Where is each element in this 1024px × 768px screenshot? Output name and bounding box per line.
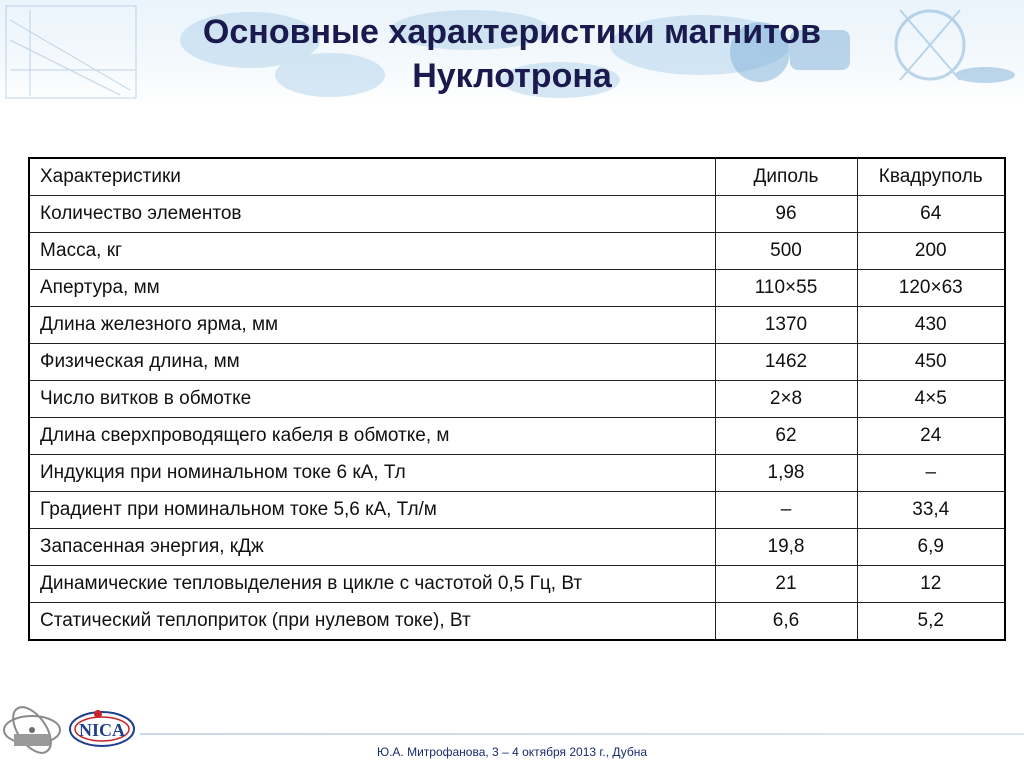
dipole-value-cell: 19,8	[715, 529, 857, 566]
footer-credit: Ю.А. Митрофанова, 3 – 4 октября 2013 г., Дубна	[376, 745, 648, 759]
characteristic-cell: Запасенная энергия, кДж	[29, 529, 715, 566]
characteristic-cell: Апертура, мм	[29, 270, 715, 307]
quadrupole-value-cell: 450	[857, 344, 1005, 381]
footer-divider	[140, 733, 1024, 735]
slide-title	[0, 10, 1024, 98]
characteristic-cell: Динамические тепловыделения в цикле с частотой 0,5 Гц, Вт	[29, 566, 715, 603]
quadrupole-value-cell: 64	[857, 196, 1005, 233]
table-row	[29, 270, 1005, 307]
nica-logo-text: NICA	[78, 720, 126, 740]
slide-title-line-2: Нуклотрона	[412, 57, 612, 95]
table-row	[29, 233, 1005, 270]
dipole-value-cell: 1462	[715, 344, 857, 381]
dipole-value-cell: 1370	[715, 307, 857, 344]
slide-title-line-1: Основные характеристики магнитов	[202, 13, 822, 51]
header-cell: Характеристики	[29, 158, 715, 196]
dipole-value-cell: 110×55	[715, 270, 857, 307]
dipole-value-cell: 2×8	[715, 381, 857, 418]
quadrupole-value-cell: –	[857, 455, 1005, 492]
dipole-value-cell: 500	[715, 233, 857, 270]
table-row	[29, 418, 1005, 455]
dipole-value-cell: 96	[715, 196, 857, 233]
characteristic-cell: Физическая длина, мм	[29, 344, 715, 381]
characteristic-cell: Количество элементов	[29, 196, 715, 233]
dipole-value-cell: 6,6	[715, 603, 857, 641]
quadrupole-value-cell: 33,4	[857, 492, 1005, 529]
quadrupole-value-cell: 12	[857, 566, 1005, 603]
dipole-value-cell: 21	[715, 566, 857, 603]
nica-logo-icon	[70, 710, 134, 746]
quadrupole-value-cell: 4×5	[857, 381, 1005, 418]
characteristic-cell: Градиент при номинальном токе 5,6 кА, Тл/м	[29, 492, 715, 529]
table-row	[29, 492, 1005, 529]
table-row	[29, 344, 1005, 381]
quadrupole-value-cell: 24	[857, 418, 1005, 455]
header-cell: Квадруполь	[857, 158, 1005, 196]
characteristic-cell: Длина железного ярма, мм	[29, 307, 715, 344]
dipole-value-cell: –	[715, 492, 857, 529]
header-cell: Диполь	[715, 158, 857, 196]
characteristic-cell: Статический теплоприток (при нулевом токе), Вт	[29, 603, 715, 641]
table-row	[29, 529, 1005, 566]
quadrupole-value-cell: 120×63	[857, 270, 1005, 307]
characteristic-cell: Длина сверхпроводящего кабеля в обмотке, м	[29, 418, 715, 455]
characteristic-cell: Число витков в обмотке	[29, 381, 715, 418]
table-row	[29, 603, 1005, 641]
table-row	[29, 566, 1005, 603]
table-header-row	[29, 158, 1005, 196]
quadrupole-value-cell: 6,9	[857, 529, 1005, 566]
magnet-specs-table	[28, 157, 1006, 641]
quadrupole-value-cell: 5,2	[857, 603, 1005, 641]
table-row	[29, 196, 1005, 233]
characteristic-cell: Индукция при номинальном токе 6 кА, Тл	[29, 455, 715, 492]
table-row	[29, 455, 1005, 492]
dipole-value-cell: 62	[715, 418, 857, 455]
quadrupole-value-cell: 430	[857, 307, 1005, 344]
characteristic-cell: Масса, кг	[29, 233, 715, 270]
quadrupole-value-cell: 200	[857, 233, 1005, 270]
dipole-value-cell: 1,98	[715, 455, 857, 492]
table-row	[29, 381, 1005, 418]
table-row	[29, 307, 1005, 344]
